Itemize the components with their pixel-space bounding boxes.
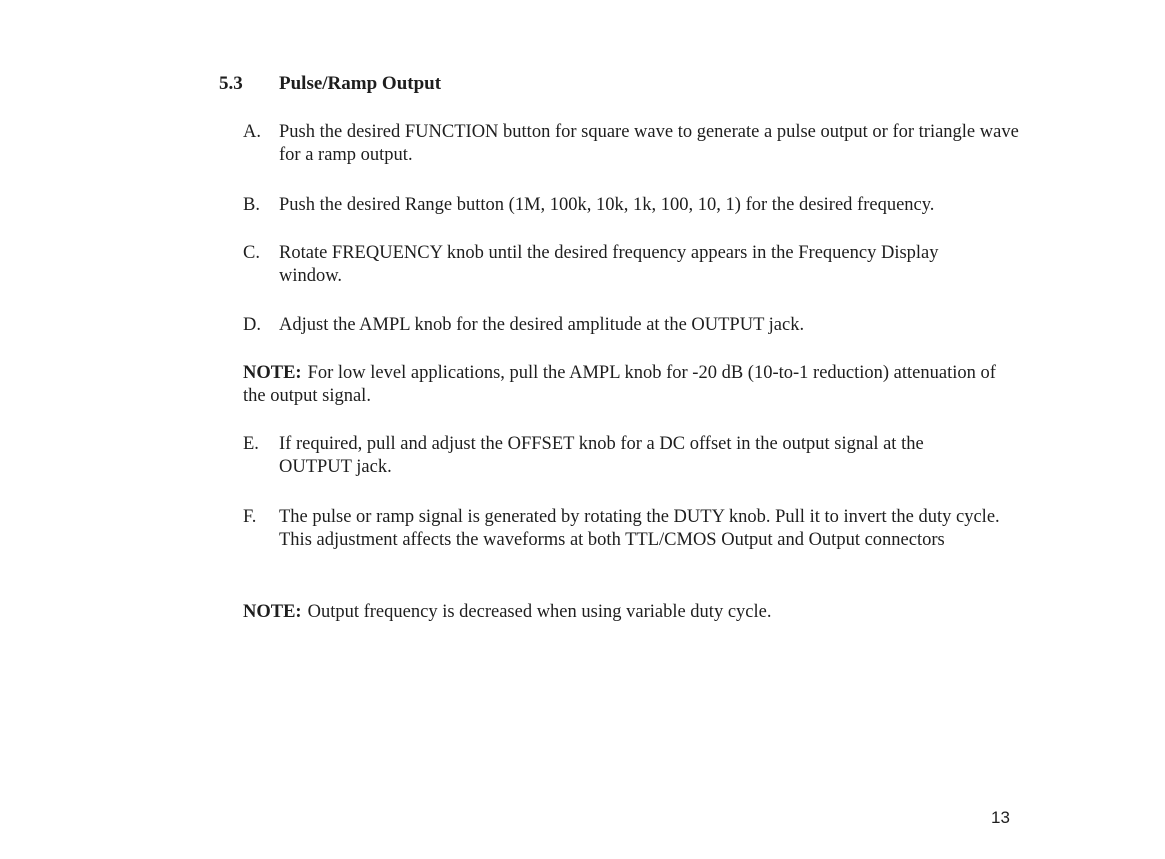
step-b [243, 194, 1023, 217]
note-text: Output frequency is decreased when using variable duty cycle. [307, 602, 772, 622]
step-f [243, 506, 1023, 552]
step-text: Push the desired Range button (1M, 100k, 10k, 1k, 100, 10, 1) for the desired frequency. [279, 195, 935, 215]
note-duty-cycle [243, 601, 1003, 624]
step-text: Adjust the AMPL knob for the desired amplitude at the OUTPUT jack. [279, 315, 805, 335]
note-text: For low level applications, pull the AMPL knob for -20 dB (10-to-1 reduction) attenuation of the output signal. [243, 363, 996, 406]
step-letter: B. [243, 195, 260, 215]
step-text: Push the desired FUNCTION button for square wave to generate a pulse output or for triangle wave for a ramp output. [279, 122, 1019, 165]
section-title: Pulse/Ramp Output [279, 73, 442, 94]
step-text: Rotate FREQUENCY knob until the desired frequency appears in the Frequency Display window. [279, 243, 939, 286]
step-letter: E. [243, 434, 259, 454]
step-text: The pulse or ramp signal is generated by rotating the DUTY knob. Pull it to invert the duty cycle. This adjustment affects the waveforms at both TTL/CMOS Output and Output connectors [279, 507, 1000, 550]
note-low-level [243, 362, 1003, 408]
step-d [243, 314, 1023, 337]
step-letter: C. [243, 243, 260, 263]
step-e [243, 433, 1023, 479]
step-letter: A. [243, 122, 261, 142]
note-label: NOTE: [243, 363, 302, 383]
step-a [243, 121, 1023, 167]
step-c [243, 242, 1023, 288]
page-number: 13 [991, 808, 1010, 827]
step-text: If required, pull and adjust the OFFSET knob for a DC offset in the output signal at the OUTPUT jack. [279, 434, 924, 477]
section-number: 5.3 [219, 73, 243, 94]
note-label: NOTE: [243, 602, 302, 622]
step-letter: F. [243, 507, 257, 527]
step-letter: D. [243, 315, 261, 335]
